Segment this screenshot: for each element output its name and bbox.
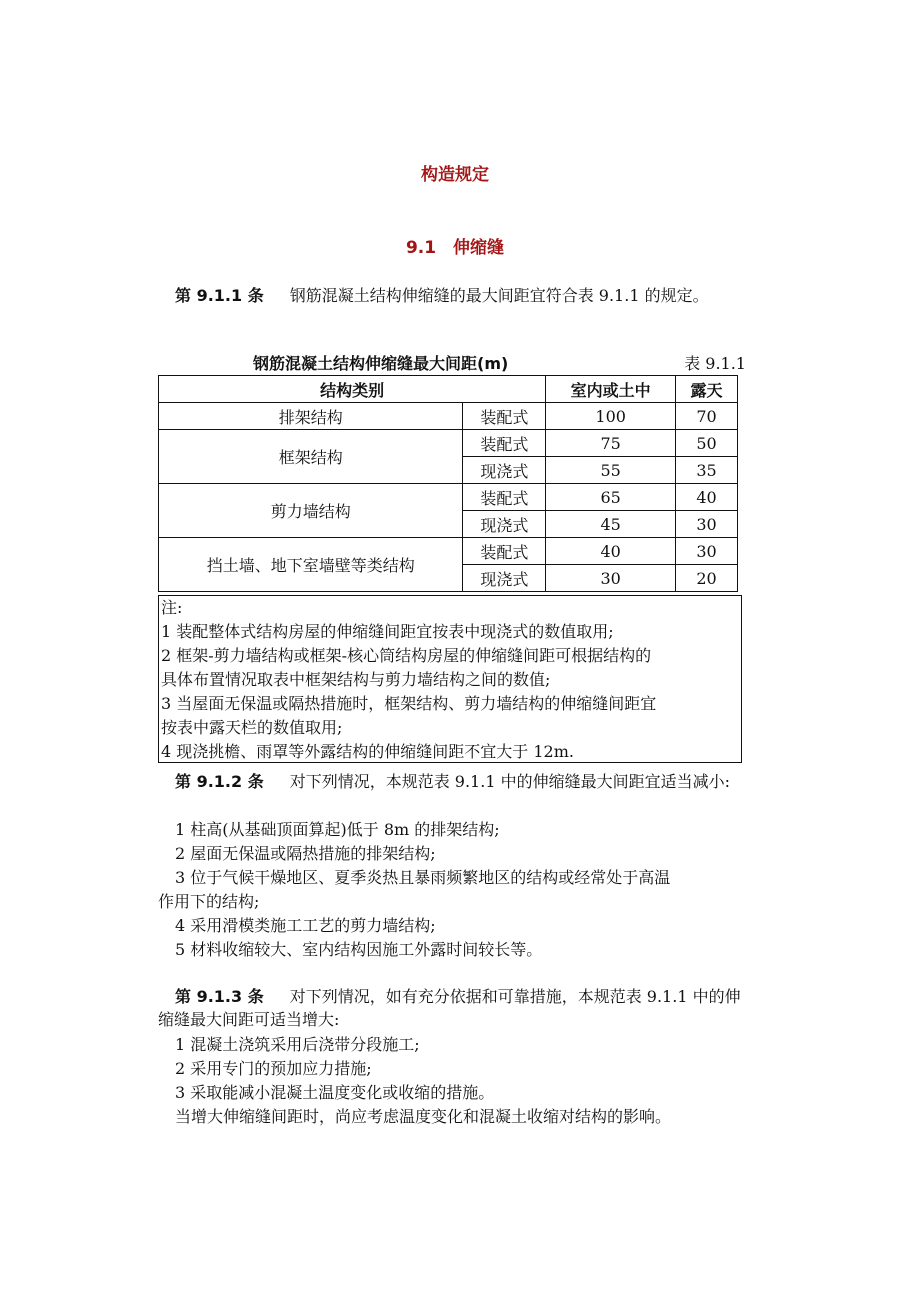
construction-type: 装配式 (463, 484, 546, 511)
header-indoor: 室内或土中 (546, 376, 676, 403)
list-item: 3 位于气候干燥地区、夏季炎热且暴雨频繁地区的结构或经常处于高温 (175, 868, 671, 887)
chapter-title: 构造规定 (421, 165, 489, 185)
list-item: 作用下的结构; (158, 892, 260, 911)
indoor-value: 100 (546, 403, 676, 430)
article-9-1-2 (158, 770, 750, 793)
article-label: 第 9.1.1 条 (175, 286, 264, 305)
article-label: 第 9.1.2 条 (175, 772, 264, 791)
list-item: 1 混凝土浇筑采用后浇带分段施工; (175, 1035, 420, 1054)
article-label: 第 9.1.3 条 (175, 987, 264, 1006)
article-9-1-3-items (158, 1033, 750, 1129)
indoor-value: 65 (546, 484, 676, 511)
table-notes (158, 595, 742, 763)
outdoor-value: 50 (676, 430, 738, 457)
list-item: 当增大伸缩缝间距时，尚应考虑温度变化和混凝土收缩对结构的影响。 (175, 1107, 672, 1126)
outdoor-value: 30 (676, 511, 738, 538)
outdoor-value: 20 (676, 565, 738, 592)
list-item: 2 采用专门的预加应力措施; (175, 1059, 372, 1078)
list-item: 3 采取能减小混凝土温度变化或收缩的措施。 (175, 1083, 495, 1102)
table-header-row (159, 376, 738, 403)
note-line: 注: (161, 598, 183, 617)
list-item: 2 屋面无保温或隔热措施的排架结构; (175, 844, 436, 863)
article-9-1-2-items (158, 818, 750, 962)
structure-name: 排架结构 (159, 403, 463, 430)
indoor-value: 40 (546, 538, 676, 565)
outdoor-value: 70 (676, 403, 738, 430)
outdoor-value: 40 (676, 484, 738, 511)
article-9-1-1 (158, 284, 750, 307)
list-item: 1 柱高(从基础顶面算起)低于 8m 的排架结构; (175, 820, 500, 839)
outdoor-value: 35 (676, 457, 738, 484)
table-row (159, 430, 738, 457)
table-title: 钢筋混凝土结构伸缩缝最大间距(m) (253, 354, 509, 373)
note-line: 3 当屋面无保温或隔热措施时，框架结构、剪力墙结构的伸缩缝间距宜 (161, 694, 657, 713)
construction-type: 现浇式 (463, 457, 546, 484)
indoor-value: 75 (546, 430, 676, 457)
spacing-table (158, 375, 738, 592)
structure-name: 挡土墙、地下室墙壁等类结构 (159, 538, 463, 592)
header-outdoor: 露天 (676, 376, 738, 403)
note-line: 4 现浇挑檐、雨罩等外露结构的伸缩缝间距不宜大于 12m. (161, 742, 574, 761)
outdoor-value: 30 (676, 538, 738, 565)
indoor-value: 45 (546, 511, 676, 538)
table-row (159, 403, 738, 430)
table-number: 表 9.1.1 (684, 354, 746, 373)
list-item: 4 采用滑模类施工工艺的剪力墙结构; (175, 916, 436, 935)
note-line: 具体布置情况取表中框架结构与剪力墙结构之间的数值; (161, 670, 551, 689)
article-9-1-3 (158, 985, 750, 1031)
list-item: 5 材料收缩较大、室内结构因施工外露时间较长等。 (175, 940, 543, 959)
table-row (159, 484, 738, 511)
table-row (159, 538, 738, 565)
structure-name: 剪力墙结构 (159, 484, 463, 538)
note-line: 2 框架-剪力墙结构或框架-核心筒结构房屋的伸缩缝间距可根据结构的 (161, 646, 652, 665)
article-text: 对下列情况，如有充分依据和可靠措施，本规范表 9.1.1 中的伸缩缝最大间距可适当增大: (158, 987, 741, 1029)
note-line: 按表中露天栏的数值取用; (161, 718, 343, 737)
section-title: 9.1 伸缩缝 (405, 238, 505, 258)
construction-type: 装配式 (463, 538, 546, 565)
article-text: 对下列情况，本规范表 9.1.1 中的伸缩缝最大间距宜适当减小: (289, 772, 730, 791)
indoor-value: 55 (546, 457, 676, 484)
construction-type: 现浇式 (463, 511, 546, 538)
header-structure-type: 结构类别 (159, 376, 546, 403)
article-text: 钢筋混凝土结构伸缩缝的最大间距宜符合表 9.1.1 的规定。 (289, 286, 709, 305)
construction-type: 现浇式 (463, 565, 546, 592)
construction-type: 装配式 (463, 430, 546, 457)
construction-type: 装配式 (463, 403, 546, 430)
indoor-value: 30 (546, 565, 676, 592)
structure-name: 框架结构 (159, 430, 463, 484)
note-line: 1 装配整体式结构房屋的伸缩缝间距宜按表中现浇式的数值取用; (161, 622, 614, 641)
